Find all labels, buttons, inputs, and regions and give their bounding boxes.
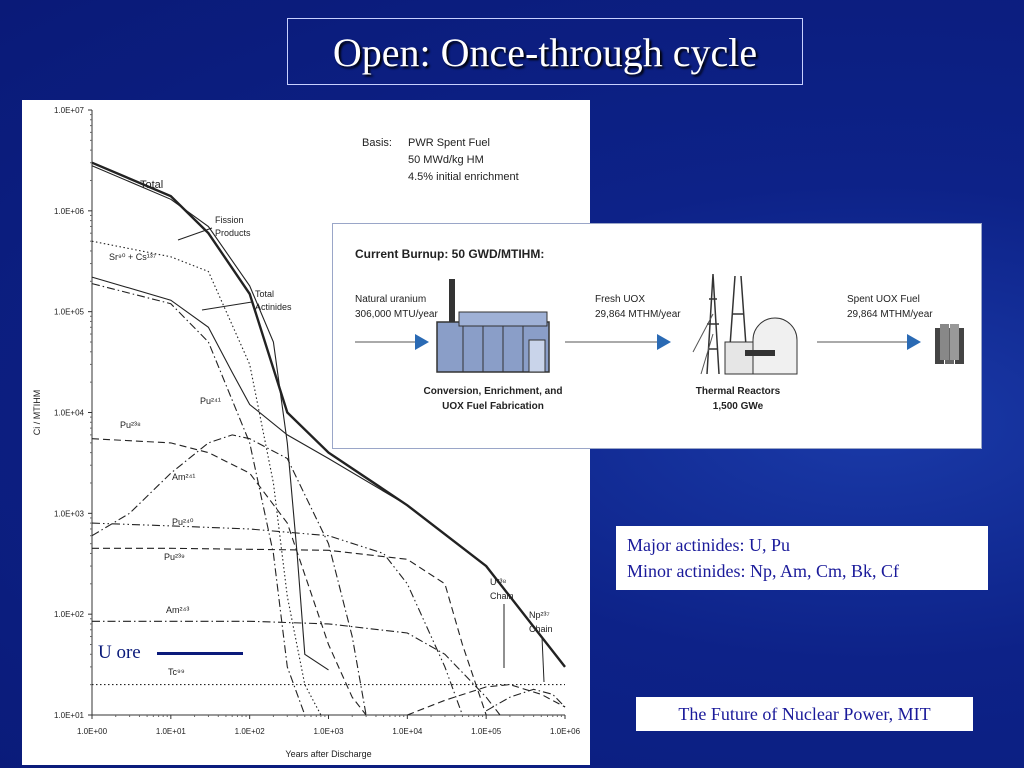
flow-input-line1: Natural uranium [355, 294, 427, 305]
annot-am241: Am²⁴¹ [172, 472, 196, 482]
annot-fission-line2: Products [215, 228, 251, 238]
y-tick-label: 1.0E+06 [53, 206, 84, 216]
y-tick-label: 1.0E+02 [53, 610, 84, 620]
basis-line: PWR Spent Fuel [408, 137, 490, 149]
annot-fission-pointer [178, 228, 212, 240]
u-ore-line [157, 652, 243, 655]
x-axis-label: Years after Discharge [285, 749, 372, 759]
annot-total-actinides-line2: Actinides [255, 302, 292, 312]
annot-np237-pointer [542, 637, 544, 682]
thermal-reactor-icon [693, 274, 797, 374]
annot-total-actinides-line1: Total [255, 289, 275, 299]
annot-sr-cs: Sr⁹⁰ + Cs¹³⁷ [109, 252, 156, 262]
series-pu240 [92, 523, 462, 715]
annot-pu238: Pu²³⁸ [120, 420, 141, 430]
annot-fission-line1: Fission [215, 215, 244, 225]
annot-total-actinides-pointer [202, 302, 252, 310]
major-actinides: Major actinides: U, Pu [627, 535, 790, 555]
annot-np237-line1: Np²³⁷ [529, 610, 550, 620]
y-tick-label: 1.0E+07 [53, 106, 84, 115]
x-tick-label: 1.0E+01 [155, 727, 186, 736]
annot-tc99: Tc⁹⁹ [168, 667, 185, 677]
flow-spent-line1: Spent UOX Fuel [847, 294, 920, 305]
basis-line: 50 MWd/kg HM [408, 154, 484, 166]
x-tick-label: 1.0E+03 [313, 727, 344, 736]
series-pu238 [92, 439, 366, 715]
annot-pu239: Pu²³⁹ [164, 552, 185, 562]
conversion-label-line2: UOX Fuel Fabrication [442, 401, 544, 412]
x-tick-label: 1.0E+06 [549, 727, 581, 736]
annot-total: Total [140, 179, 164, 191]
u-ore-label: U ore [98, 642, 141, 663]
reactor-label-line1: Thermal Reactors [695, 386, 781, 397]
series-am243 [92, 621, 500, 715]
x-tick-label: 1.0E+02 [234, 727, 265, 736]
flow-fresh-line1: Fresh UOX [595, 294, 646, 305]
y-axis-label: Ci / MTIHM [32, 389, 42, 436]
arrow-head-1 [415, 334, 429, 350]
annot-u238-line1: U²³⁸ [490, 577, 507, 587]
y-tick-label: 1.0E+03 [53, 509, 84, 519]
x-tick-label: 1.0E+00 [76, 727, 108, 736]
basis-label: Basis: [362, 137, 392, 149]
slide-title: Open: Once-through cycle [332, 30, 758, 75]
fuel-cycle-flow-panel [332, 223, 982, 449]
series-am241 [92, 435, 366, 715]
series-pu239 [92, 548, 486, 715]
credit-box [636, 697, 973, 731]
annot-pu240: Pu²⁴⁰ [172, 517, 194, 527]
x-tick-label: 1.0E+05 [471, 727, 502, 736]
x-tick-label: 1.0E+04 [392, 727, 423, 736]
arrow-head-3 [907, 334, 921, 350]
source-credit: The Future of Nuclear Power, MIT [678, 704, 931, 724]
reactor-label-line2: 1,500 GWe [712, 401, 764, 412]
flow-input-line2: 306,000 MTU/year [355, 309, 438, 320]
flow-spent-line2: 29,864 MTHM/year [847, 309, 933, 320]
minor-actinides: Minor actinides: Np, Am, Cm, Bk, Cf [627, 561, 899, 581]
y-tick-label: 1.0E+05 [53, 307, 84, 317]
arrow-head-2 [657, 334, 671, 350]
annot-u238-line2: Chain [490, 591, 514, 601]
flow-heading: Current Burnup: 50 GWD/MTIHM: [355, 247, 545, 261]
flow-fresh-line2: 29,864 MTHM/year [595, 309, 681, 320]
annot-pu241: Pu²⁴¹ [200, 396, 221, 406]
conversion-label-line1: Conversion, Enrichment, and [423, 386, 563, 397]
actinides-box [616, 526, 988, 590]
conversion-plant-icon [437, 279, 549, 372]
y-tick-label: 1.0E+01 [53, 711, 84, 720]
series-np237-chain [486, 689, 565, 711]
slide-title-box [287, 18, 803, 85]
y-tick-label: 1.0E+04 [53, 408, 84, 418]
basis-line: 4.5% initial enrichment [408, 171, 519, 183]
spent-fuel-assembly-icon [935, 324, 964, 364]
u-ore-callout [95, 641, 255, 665]
fuel-cycle-diagram [333, 224, 983, 450]
annot-np237-line2: Chain [529, 624, 553, 634]
annot-am243: Am²⁴³ [166, 605, 190, 615]
